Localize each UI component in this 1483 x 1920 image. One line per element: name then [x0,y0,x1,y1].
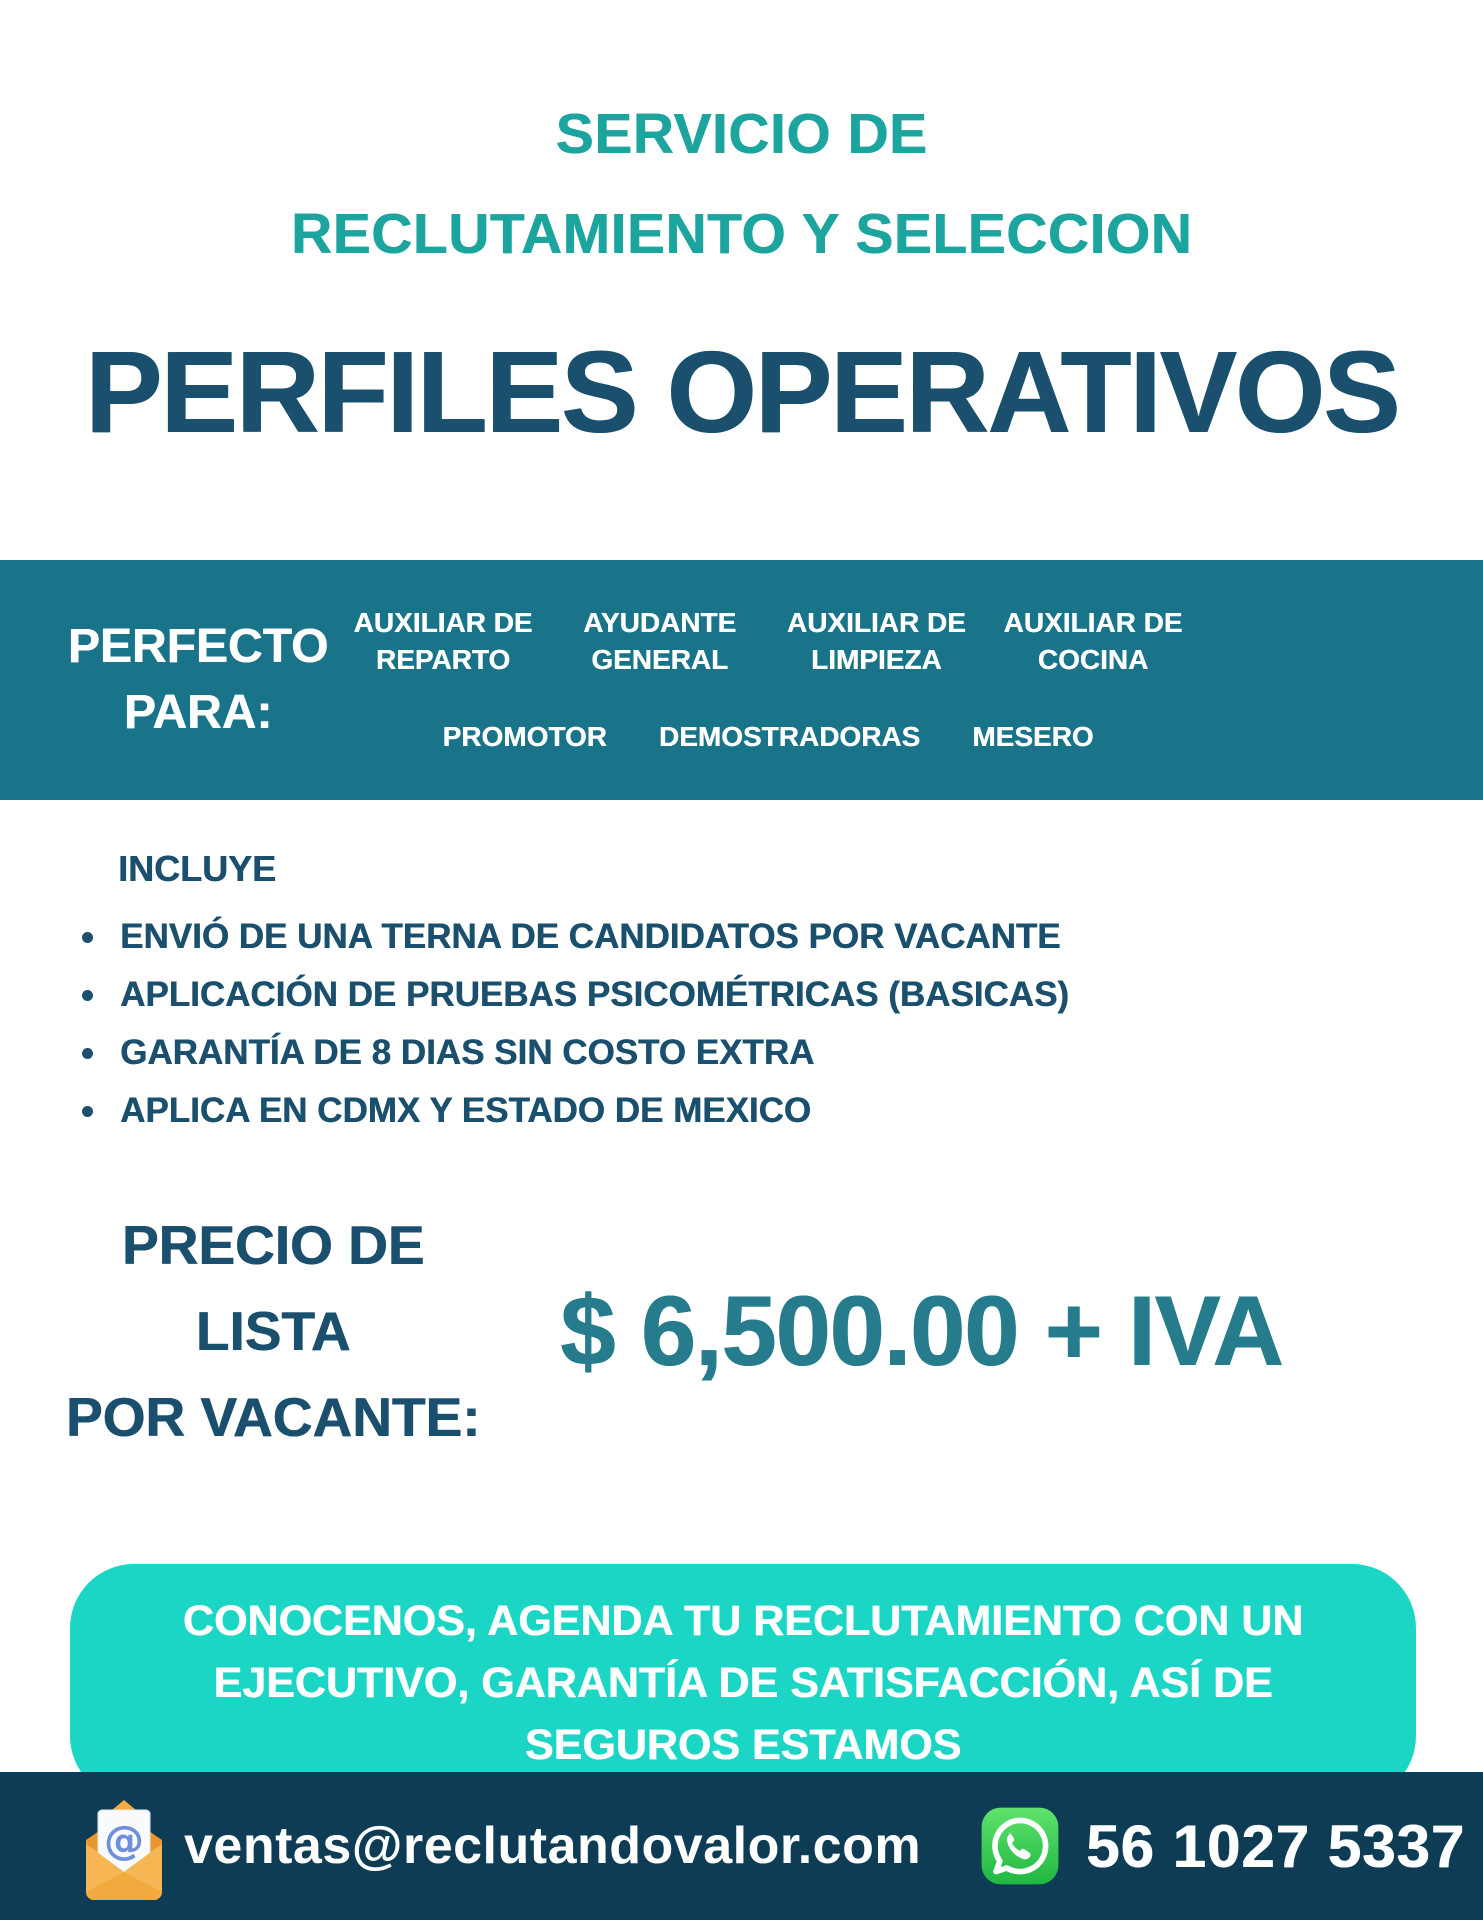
whatsapp-icon [980,1806,1060,1886]
job-list-row2 [348,718,1188,755]
contact-footer [0,1772,1483,1920]
cta-line3: SEGUROS ESTAMOS [524,1720,962,1769]
includes-item-pruebas: APLICACIÓN DE PRUEBAS PSICOMÉTRICAS (BASICAS) [78,966,1483,1024]
whatsapp-contact[interactable] [980,1806,1465,1886]
job-demostradoras: DEMOSTRADORAS [658,721,921,753]
phone-number[interactable]: 56 1027 5337 [1085,1812,1465,1880]
email-address[interactable]: ventas@reclutandovalor.com [184,1817,922,1875]
cta-line1: CONOCENOS, AGENDA TU RECLUTAMIENTO CON UN [182,1596,1304,1645]
job-list-row1 [348,604,1188,678]
cta-line2: EJECUTIVO, GARANTÍA DE SATISFACCIÓN, ASÍ DE [213,1658,1273,1707]
svg-text:@: @ [104,1818,144,1864]
job-auxiliar-reparto: AUXILIAR DE REPARTO [353,607,533,676]
price-label [38,1202,508,1460]
page-title: PERFILES OPERATIVOS [84,327,1399,457]
includes-item-terna: ENVIÓ DE UNA TERNA DE CANDIDATOS POR VACANTE [78,908,1483,966]
service-header [0,0,1483,284]
price-section [0,1202,1483,1460]
price-label-line1: PRECIO DE LISTA [121,1213,425,1362]
job-mesero: MESERO [972,721,1094,753]
includes-section [78,848,1483,1140]
includes-item-cobertura: APLICA EN CDMX Y ESTADO DE MEXICO [78,1082,1483,1140]
email-envelope-icon [72,1788,176,1904]
perfect-for-label-line2: PARA: [123,685,273,739]
includes-list [78,908,1483,1140]
job-ayudante-general: AYUDANTE GENERAL [583,607,737,676]
job-auxiliar-cocina: AUXILIAR DE COCINA [1003,607,1183,676]
perfect-for-label [48,614,348,746]
price-label-line2: POR VACANTE: [65,1385,481,1448]
includes-item-garantia: GARANTÍA DE 8 DIAS SIN COSTO EXTRA [78,1024,1483,1082]
job-promotor: PROMOTOR [442,721,607,753]
service-header-line2: RECLUTAMIENTO Y SELECCION [290,202,1193,266]
job-auxiliar-limpieza: AUXILIAR DE LIMPIEZA [786,607,966,676]
price-amount: $ 6,500.00 + IVA [560,1274,1283,1386]
cta-box [70,1564,1416,1800]
job-list [348,604,1188,755]
perfect-for-banner [0,560,1483,800]
service-header-line1: SERVICIO DE [555,102,928,166]
includes-heading: INCLUYE [118,847,277,889]
perfect-for-label-line1: PERFECTO [67,619,329,673]
email-contact[interactable] [72,1788,921,1904]
